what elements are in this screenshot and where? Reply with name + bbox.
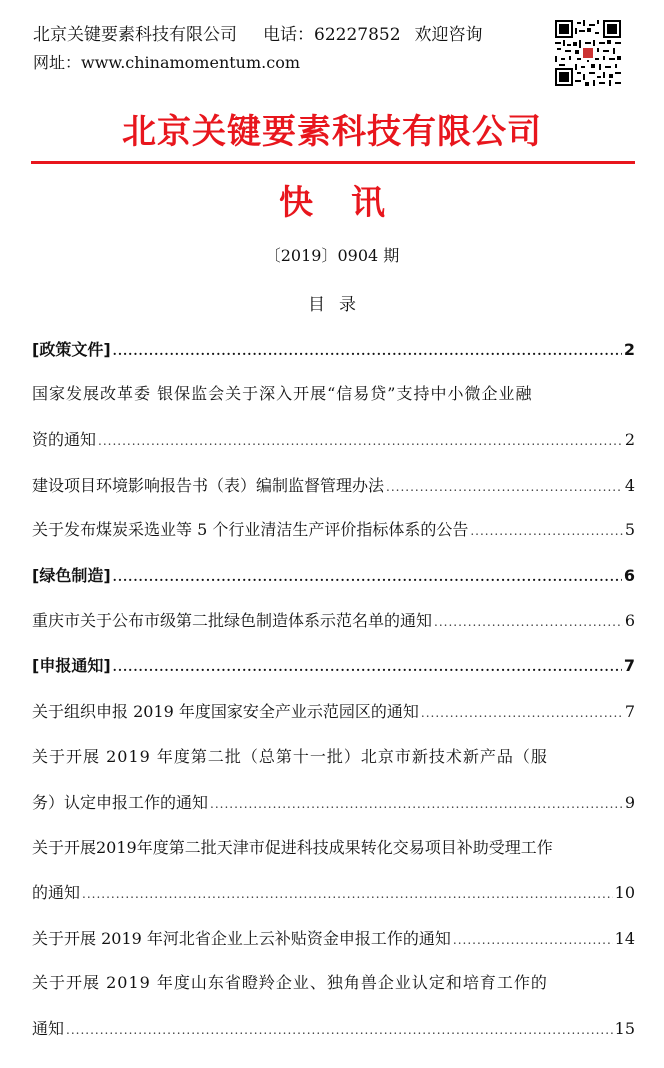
company-title: 北京关键要素科技有限公司	[122, 112, 542, 152]
toc-item-title: 建设项目环境影响报告书（表）编制监督管理办法	[32, 476, 385, 495]
toc-item-line[interactable]: 国家发展改革委 银保监会关于深入开展“信易贷”支持中小微企业融	[32, 384, 533, 403]
toc-page-number: 4	[624, 476, 635, 495]
header-company: 北京关键要素科技有限公司	[33, 25, 237, 45]
toc-item[interactable]	[32, 880, 635, 903]
toc-leader	[421, 706, 623, 720]
toc-leader	[453, 933, 613, 947]
toc-item[interactable]	[32, 1016, 635, 1039]
toc-page-number: 7	[623, 656, 635, 675]
toc-item[interactable]	[32, 473, 635, 496]
issue-number: 〔2019〕0904 期	[264, 246, 400, 265]
toc-item-title: 的通知	[32, 883, 81, 902]
toc-leader	[113, 660, 622, 674]
toc-page-number: 6	[624, 611, 635, 630]
toc-item-title: 关于组织申报 2019 年度国家安全产业示范园区的通知	[32, 702, 419, 721]
toc-item-title: 重庆市关于公布市级第二批绿色制造体系示范名单的通知	[32, 611, 433, 630]
qr-code-icon	[555, 20, 621, 86]
toc-item-line[interactable]: 关于开展 2019 年度山东省瞪羚企业、独角兽企业认定和培育工作的	[32, 973, 548, 992]
header-contact-line	[33, 20, 483, 45]
newsletter-title: 快讯	[279, 183, 423, 223]
toc-item-title: 通知	[32, 1019, 65, 1038]
toc-item-title: 资的通知	[32, 430, 97, 449]
toc-item[interactable]	[32, 790, 635, 813]
toc-section-application[interactable]	[32, 653, 635, 676]
header-welcome: 欢迎咨询	[414, 25, 483, 45]
toc-section-green[interactable]	[32, 563, 635, 586]
toc-item[interactable]	[32, 427, 635, 450]
toc-item[interactable]	[32, 926, 635, 949]
toc-item-line[interactable]: 关于开展 2019 年度第二批（总第十一批）北京市新技术新产品（服	[32, 747, 548, 766]
toc-page-number: 2	[624, 430, 635, 449]
toc-section-title: [绿色制造]	[32, 566, 111, 585]
toc-item-title: 关于发布煤炭采选业等 5 个行业清洁生产评价指标体系的公告	[32, 520, 469, 539]
title-divider	[31, 161, 635, 164]
toc-leader	[113, 570, 622, 584]
toc-section-title: [申报通知]	[32, 656, 111, 675]
toc-page-number: 5	[624, 520, 635, 539]
toc-leader	[82, 887, 613, 901]
toc-heading: 目录	[308, 295, 370, 315]
header-website: 网址：www.chinamomentum.com	[33, 53, 301, 72]
toc-leader	[113, 344, 622, 358]
toc-leader	[386, 480, 623, 494]
toc-item[interactable]	[32, 517, 635, 540]
toc-page-number: 14	[614, 929, 635, 948]
toc-section-title: [政策文件]	[32, 340, 111, 359]
toc-leader	[434, 615, 623, 629]
toc-page-number: 7	[624, 702, 635, 721]
toc-item[interactable]	[32, 608, 635, 631]
toc-page-number: 10	[614, 883, 635, 902]
toc-page-number: 6	[623, 566, 635, 585]
header-phone: 电话：62227852	[263, 25, 401, 45]
toc-leader	[98, 434, 623, 448]
toc-item-line[interactable]: 关于开展2019年度第二批天津市促进科技成果转化交易项目补助受理工作	[32, 838, 553, 857]
toc-page-number: 2	[623, 340, 635, 359]
toc-item-title: 务）认定申报工作的通知	[32, 793, 209, 812]
toc-page-number: 15	[614, 1019, 635, 1038]
toc-leader	[210, 797, 623, 811]
toc-leader	[470, 524, 622, 538]
toc-item-title: 关于开展 2019 年河北省企业上云补贴资金申报工作的通知	[32, 929, 451, 948]
toc-item[interactable]	[32, 699, 635, 722]
toc-section-policy[interactable]	[32, 337, 635, 360]
toc-leader	[66, 1023, 613, 1037]
toc-page-number: 9	[624, 793, 635, 812]
